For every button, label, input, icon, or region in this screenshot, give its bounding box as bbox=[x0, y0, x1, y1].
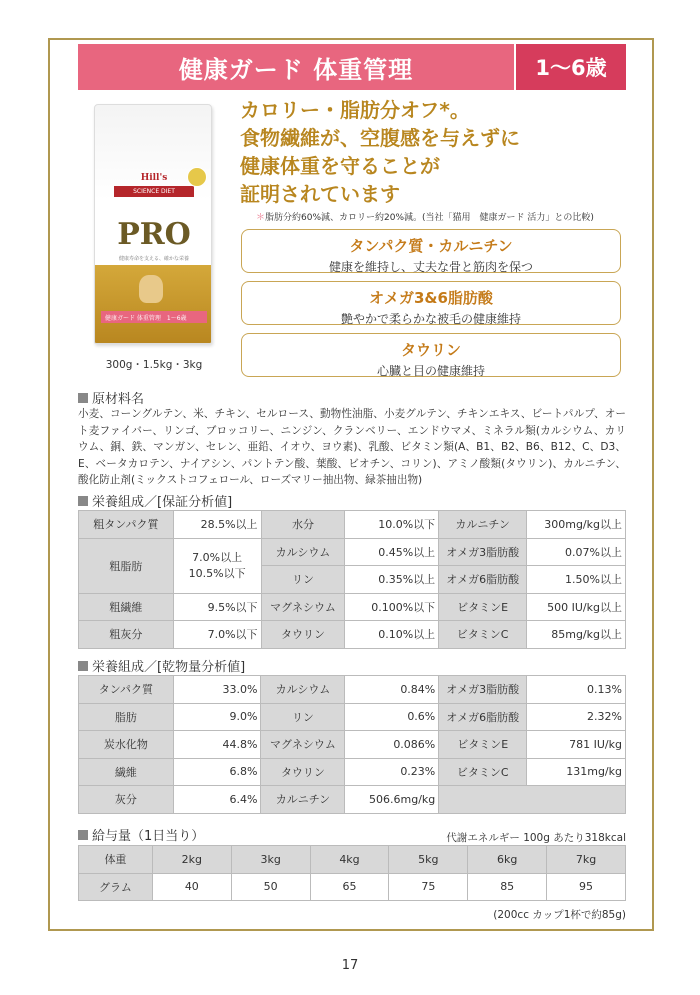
table-cell: 0.23% bbox=[345, 758, 439, 786]
table-cell: 28.5%以上 bbox=[173, 511, 261, 539]
table-cell: 灰分 bbox=[79, 786, 174, 814]
headline-line: 証明されています bbox=[240, 182, 400, 206]
table-cell: オメガ6脂肪酸 bbox=[439, 703, 527, 731]
table-cell: マグネシウム bbox=[261, 731, 345, 759]
cup-note: (200cc カップ1杯で約85g) bbox=[493, 909, 626, 921]
feature-desc: 健康を維持し、丈夫な骨と筋肉を保つ bbox=[328, 260, 533, 274]
table-cell: オメガ3脂肪酸 bbox=[439, 676, 527, 704]
table-cell: 5kg bbox=[389, 846, 468, 874]
table-cell: 40 bbox=[152, 873, 231, 901]
table-cell: カルニチン bbox=[439, 511, 527, 539]
dry-matter-table bbox=[78, 675, 626, 814]
table-cell: 炭水化物 bbox=[79, 731, 174, 759]
award-badge-icon bbox=[187, 167, 207, 187]
feature-title: タンパク質・カルニチン bbox=[349, 237, 513, 255]
table-row bbox=[79, 873, 626, 901]
section-title-feeding: 給与量（1日当り） bbox=[78, 825, 204, 844]
table-cell: 2.32% bbox=[527, 703, 626, 731]
package-sizes: 300g・1.5kg・3kg bbox=[105, 359, 203, 371]
table-cell: 85 bbox=[468, 873, 547, 901]
table-cell: タンパク質 bbox=[79, 676, 174, 704]
table-cell: 脂肪 bbox=[79, 703, 174, 731]
table-row bbox=[79, 676, 626, 704]
table-row bbox=[79, 593, 626, 621]
table-cell: 50 bbox=[231, 873, 310, 901]
table-cell: ビタミンE bbox=[439, 731, 527, 759]
table-cell: 7kg bbox=[547, 846, 626, 874]
section-title-ingredients: 原材料名 bbox=[78, 388, 144, 407]
table-cell: カルシウム bbox=[261, 538, 345, 566]
table-cell: 繊維 bbox=[79, 758, 174, 786]
headline-line: カロリー・脂肪分オフ*。 bbox=[240, 98, 470, 122]
table-cell: タウリン bbox=[261, 621, 345, 649]
table-cell: カルニチン bbox=[261, 786, 345, 814]
table-row bbox=[79, 786, 626, 814]
square-bullet-icon bbox=[78, 661, 88, 671]
table-cell: ビタミンC bbox=[439, 621, 527, 649]
table-cell: 水分 bbox=[261, 511, 345, 539]
table-cell: 44.8% bbox=[173, 731, 261, 759]
table-row bbox=[79, 703, 626, 731]
table-row bbox=[79, 621, 626, 649]
table-cell: グラム bbox=[79, 873, 153, 901]
feature-desc: 艶やかで柔らかな被毛の健康維持 bbox=[340, 312, 521, 326]
table-row bbox=[79, 758, 626, 786]
table-cell: 体重 bbox=[79, 846, 153, 874]
product-bag-image bbox=[94, 104, 212, 344]
page-number: 17 bbox=[341, 958, 359, 973]
brand-name: Hill's bbox=[140, 173, 168, 183]
table-cell bbox=[173, 538, 261, 593]
table-cell: 粗タンパク質 bbox=[79, 511, 174, 539]
table-cell: 6kg bbox=[468, 846, 547, 874]
table-cell: 4kg bbox=[310, 846, 389, 874]
table-cell: 0.086% bbox=[345, 731, 439, 759]
table-cell: 0.84% bbox=[345, 676, 439, 704]
table-cell: 300mg/kg以上 bbox=[527, 511, 626, 539]
table-cell: 粗繊維 bbox=[79, 593, 174, 621]
table-cell: 6.8% bbox=[173, 758, 261, 786]
feature-desc: 心臓と目の健康維持 bbox=[376, 364, 485, 378]
table-cell: 粗脂肪 bbox=[79, 538, 174, 593]
table-cell: 500 IU/kg以上 bbox=[527, 593, 626, 621]
guaranteed-analysis-table bbox=[78, 510, 626, 649]
table-cell: タウリン bbox=[261, 758, 345, 786]
table-cell: 6.4% bbox=[173, 786, 261, 814]
table-cell: マグネシウム bbox=[261, 593, 345, 621]
feature-box bbox=[241, 229, 621, 273]
table-cell: 粗灰分 bbox=[79, 621, 174, 649]
feeding-table bbox=[78, 845, 626, 901]
feature-title: オメガ3&6脂肪酸 bbox=[369, 289, 493, 307]
square-bullet-icon bbox=[78, 830, 88, 840]
headline-line: 健康体重を守ることが bbox=[240, 154, 440, 178]
table-cell: 131mg/kg bbox=[527, 758, 626, 786]
square-bullet-icon bbox=[78, 496, 88, 506]
table-cell: 506.6mg/kg bbox=[345, 786, 439, 814]
table-cell: 2kg bbox=[152, 846, 231, 874]
square-bullet-icon bbox=[78, 393, 88, 403]
footnote-text: 脂肪分約60%減、カロリー約20%減。(当社「猫用 健康ガード 活力」との比較) bbox=[265, 213, 594, 223]
section-title-guaranteed: 栄養組成／[保証分析値] bbox=[78, 491, 232, 510]
bag-strip: 健康ガード 体重管理 1〜6歳 bbox=[101, 311, 207, 323]
table-cell: ビタミンC bbox=[439, 758, 527, 786]
age-range: 1〜6歳 bbox=[514, 44, 626, 90]
feature-title: タウリン bbox=[400, 341, 461, 359]
cat-icon bbox=[139, 275, 163, 303]
fat-min-value: 7.0%以上 bbox=[192, 550, 243, 564]
table-cell: 0.07%以上 bbox=[527, 538, 626, 566]
table-cell: 0.35%以上 bbox=[345, 566, 439, 594]
table-cell: カルシウム bbox=[261, 676, 345, 704]
fat-max-value: 10.5%以下 bbox=[188, 566, 246, 580]
feature-box bbox=[241, 333, 621, 377]
table-row bbox=[79, 538, 626, 566]
table-cell-empty bbox=[439, 786, 626, 814]
table-cell: 0.100%以下 bbox=[345, 593, 439, 621]
table-cell: 0.6% bbox=[345, 703, 439, 731]
table-cell: 95 bbox=[547, 873, 626, 901]
energy-note: 代謝エネルギー 100g あたり318kcal bbox=[446, 832, 626, 844]
hills-logo bbox=[109, 165, 199, 197]
table-cell: 85mg/kg以上 bbox=[527, 621, 626, 649]
table-cell: 7.0%以下 bbox=[173, 621, 261, 649]
headline bbox=[240, 96, 620, 208]
table-cell: 0.45%以上 bbox=[345, 538, 439, 566]
asterisk-mark: ＊ bbox=[256, 213, 266, 223]
ingredients-text: 小麦、コーングルテン、米、チキン、セルロース、動物性油脂、小麦グルテン、チキンエキス、ビートパルプ、オート麦ファイバー、リンゴ、ブロッコリー、ニンジン、クランベリー、エンドウマメ、ミネラル類(カルシウム、カリウム、銅、鉄、マンガン、セレン、亜鉛、イオウ、ヨウ素)、乳酸、ビタミン類(A、B1、B2、B6、B12、C、D3、E、ベータカロテン、ナイアシン、パントテン酸、葉酸、ビオチン、コリン)、アミノ酸類(タウリン)、カルニチン、酸化防止剤(ミックストコフェロール、ローズマリー抽出物、緑茶抽出物) bbox=[78, 408, 626, 487]
table-cell: 781 IU/kg bbox=[527, 731, 626, 759]
table-cell: 33.0% bbox=[173, 676, 261, 704]
table-cell: リン bbox=[261, 566, 345, 594]
section-title-dry-matter: 栄養組成／[乾物量分析値] bbox=[78, 656, 245, 675]
table-cell: ビタミンE bbox=[439, 593, 527, 621]
page-header bbox=[78, 44, 626, 90]
product-line-name: PRO bbox=[117, 217, 191, 252]
table-cell: 1.50%以上 bbox=[527, 566, 626, 594]
bag-subtitle: 健康寿命を支える、確かな栄養 bbox=[118, 256, 189, 262]
table-cell: 9.0% bbox=[173, 703, 261, 731]
table-row bbox=[79, 846, 626, 874]
table-cell: 75 bbox=[389, 873, 468, 901]
brand-line: SCIENCE DIET bbox=[114, 186, 194, 197]
table-row bbox=[79, 731, 626, 759]
table-row bbox=[79, 511, 626, 539]
table-cell: 0.10%以上 bbox=[345, 621, 439, 649]
headline-line: 食物繊維が、空腹感を与えずに bbox=[240, 126, 520, 150]
table-cell: オメガ6脂肪酸 bbox=[439, 566, 527, 594]
table-cell: リン bbox=[261, 703, 345, 731]
table-cell: 3kg bbox=[231, 846, 310, 874]
table-cell: 0.13% bbox=[527, 676, 626, 704]
feature-box bbox=[241, 281, 621, 325]
table-cell: 10.0%以下 bbox=[345, 511, 439, 539]
table-cell: 65 bbox=[310, 873, 389, 901]
table-cell: 9.5%以下 bbox=[173, 593, 261, 621]
table-cell: オメガ3脂肪酸 bbox=[439, 538, 527, 566]
footnote bbox=[256, 210, 636, 223]
product-title: 健康ガード 体重管理 bbox=[78, 44, 514, 90]
